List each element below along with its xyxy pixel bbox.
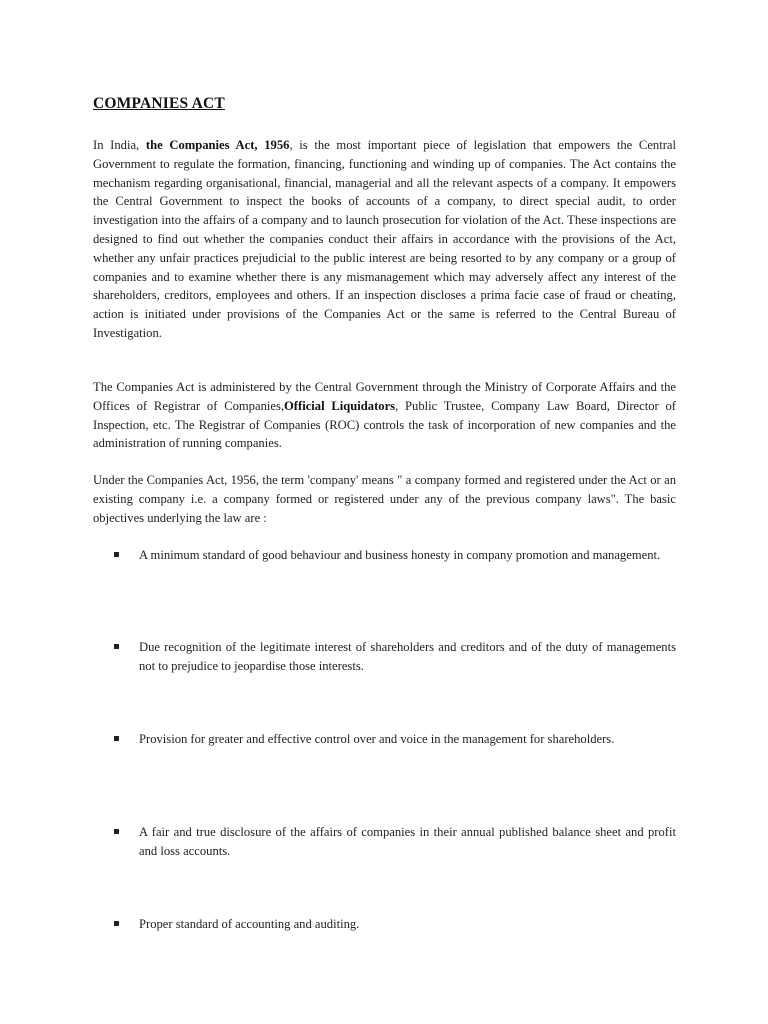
- bullet-square-icon: [114, 829, 119, 834]
- list-item-text: Proper standard of accounting and auditing.: [139, 917, 360, 931]
- list-item: [114, 730, 676, 749]
- paragraph-intro-rest: , is the most important piece of legislation that empowers the Central Government to regulate the formation, financing, functioning and winding up of companies. The Act contains the mechanism regarding organisational, financial, managerial and all the relevant aspects of a company. It empowers the Central Government to inspect the books of accounts of a company, to direct special audit, to order investigation into the affairs of a company and to launch prosecution for violation of the Act. These inspections are designed to find out whether the companies conduct their affairs in accordance with the provisions of the Act, whether any unfair practices prejudicial to the public interest are being resorted to by any company or a group of companies and to examine whether there is any mismanagement which may adversely affect any interest of the shareholders, creditors, employees and others. If an inspection discloses a prima facie case of fraud or cheating, action is initiated under provisions of the Companies Act or the same is referred to the Central Bureau of Investigation.: [93, 138, 676, 340]
- list-item-text: Provision for greater and effective control over and voice in the management for shareholders.: [139, 732, 615, 746]
- bullet-square-icon: [114, 921, 119, 926]
- list-item: [114, 546, 676, 565]
- list-item: [114, 915, 676, 934]
- bullet-square-icon: [114, 644, 119, 649]
- act-name-bold: the Companies Act, 1956: [145, 138, 290, 152]
- list-item-text: A fair and true disclosure of the affairs of companies in their annual published balance sheet and profit and loss accounts.: [139, 825, 676, 858]
- list-item: [114, 823, 676, 861]
- paragraph-administration-prefix: The Companies Act is administered by the Central Government through the Ministry of Corporate Affairs and the Offices of Registrar of Companies,: [93, 380, 676, 413]
- official-liquidators-bold: Official Liquidators: [284, 398, 396, 413]
- list-item-text: A minimum standard of good behaviour and business honesty in company promotion and management.: [139, 548, 661, 562]
- bullet-square-icon: [114, 552, 119, 557]
- paragraph-intro: [93, 136, 676, 343]
- paragraph-administration: [93, 378, 676, 453]
- page-title: COMPANIES ACT: [93, 95, 225, 112]
- paragraph-administration-rest: , Public Trustee, Company Law Board, Director of Inspection, etc. The Registrar of Companies (ROC) controls the task of incorporation of new companies and the administration of running companies.: [93, 398, 676, 451]
- paragraph-definition: Under the Companies Act, 1956, the term 'company' means " a company formed and registered under the Act or an existing company i.e. a company formed or registered under any of the previous company laws". The basic objectives underlying the law are :: [93, 473, 676, 525]
- bullet-square-icon: [114, 736, 119, 741]
- paragraph-intro-prefix: In India,: [93, 138, 146, 152]
- list-item: [114, 638, 676, 676]
- list-item-text: Due recognition of the legitimate interest of shareholders and creditors and of the duty of managements not to prejudice to jeopardise those interests.: [139, 640, 676, 673]
